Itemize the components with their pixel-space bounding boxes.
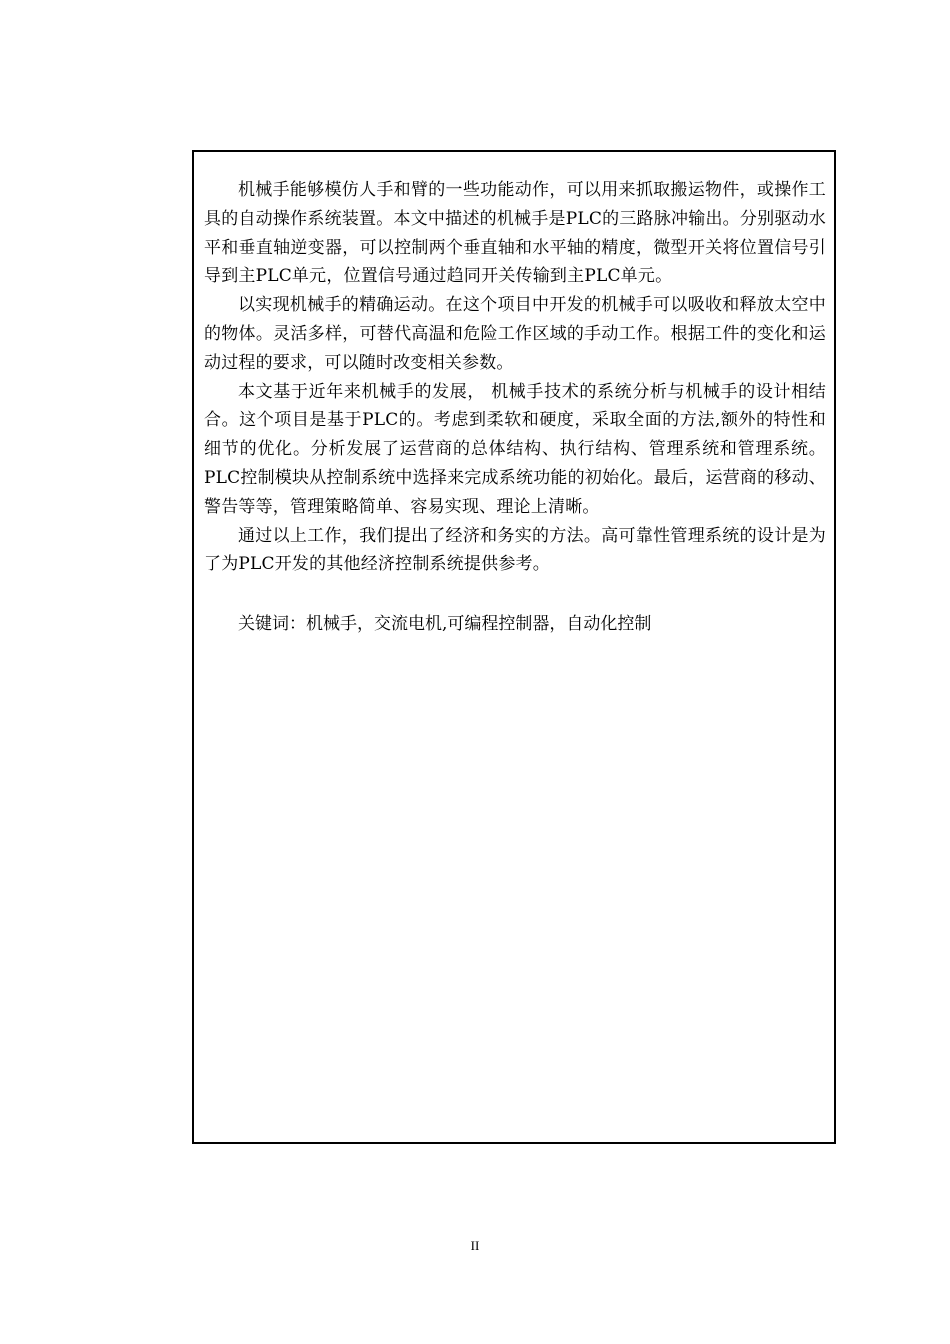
keywords-line: 关键词：机械手，交流电机,可编程控制器，自动化控制 (238, 614, 652, 635)
abstract-paragraph-1: 机械手能够模仿人手和臂的一些功能动作，可以用来抓取搬运物件，或操作工具的自动操作系统装置。本文中描述的机械手是PLC的三路脉冲输出。分别驱动水平和垂直轴逆变器，可以控制两个垂直轴和水平轴的精度，微型开关将位置信号引导到主PLC单元，位置信号通过趋同开关传输到主PLC单元。 (204, 180, 826, 287)
abstract-box (192, 150, 836, 1144)
page-number: II (470, 1238, 480, 1253)
abstract-paragraph-4: 通过以上工作，我们提出了经济和务实的方法。高可靠性管理系统的设计是为了为PLC开发的其他经济控制系统提供参考。 (204, 525, 826, 575)
abstract-paragraph-3: 本文基于近年来机械手的发展， 机械手技术的系统分析与机械手的设计相结合。这个项目是基于PLC的。考虑到柔软和硬度，采取全面的方法,额外的特性和细节的优化。分析发展了运营商的总体结构、执行结构、管理系统和管理系统。PLC控制模块从控制系统中选择来完成系统功能的初始化。最后，运营商的移动、警告等等，管理策略简单、容易实现、理论上清晰。 (204, 381, 826, 517)
abstract-paragraph-2: 以实现机械手的精确运动。在这个项目中开发的机械手可以吸收和释放太空中的物体。灵活多样，可替代高温和危险工作区域的手动工作。根据工件的变化和运动过程的要求，可以随时改变相关参数。 (204, 295, 826, 373)
